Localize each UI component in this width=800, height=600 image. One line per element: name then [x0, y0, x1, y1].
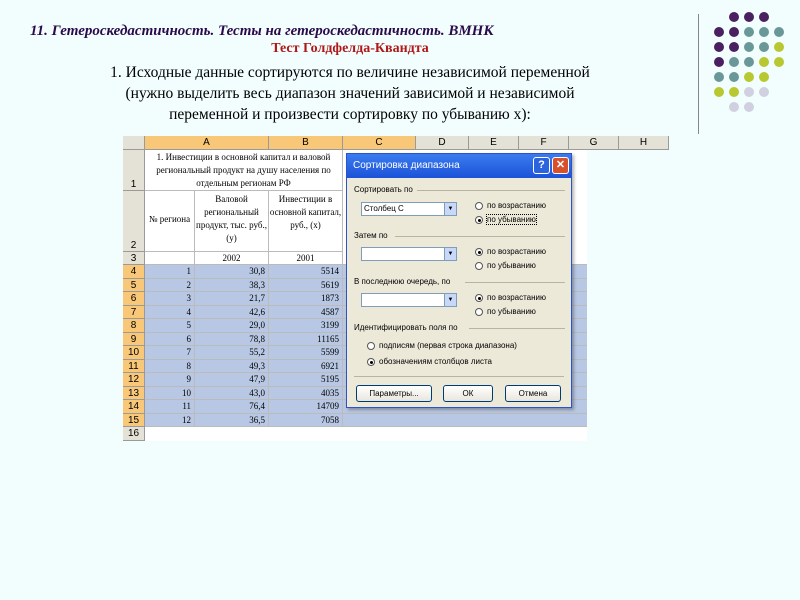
- cell-empty[interactable]: [343, 414, 587, 428]
- cell-investment-value[interactable]: 6921: [269, 360, 343, 374]
- decorative-dot: [744, 12, 754, 22]
- group-separator: [417, 190, 565, 191]
- select-all-corner[interactable]: [123, 136, 145, 150]
- cell-grp-value[interactable]: 30,8: [195, 265, 269, 279]
- decorative-dot: [774, 57, 784, 67]
- cell-investment-value[interactable]: 4587: [269, 306, 343, 320]
- sort3-descending-radio[interactable]: [475, 308, 483, 316]
- row-header[interactable]: 14: [123, 400, 145, 414]
- sort3-ascending-radio[interactable]: [475, 294, 483, 302]
- row-header[interactable]: 13: [123, 387, 145, 401]
- labels-option-label: подписям (первая строка диапазона): [379, 341, 517, 350]
- decorative-dot: [744, 102, 754, 112]
- group-separator: [465, 282, 565, 283]
- row-header[interactable]: 12: [123, 373, 145, 387]
- cell-region-number[interactable]: 12: [145, 414, 195, 428]
- decorative-dot: [714, 42, 724, 52]
- decorative-dot: [759, 42, 769, 52]
- row-header[interactable]: 1: [123, 150, 145, 191]
- decorative-dot: [744, 42, 754, 52]
- paragraph-line: 1. Исходные данные сортируются по величине независимой переменной: [110, 64, 590, 81]
- paragraph-line: переменной и произвести сортировку по убыванию x):: [169, 106, 531, 123]
- labels-radio[interactable]: [367, 342, 375, 350]
- cell-grp-value[interactable]: 42,6: [195, 306, 269, 320]
- header-cell-grp: Валовой региональный продукт, тыс. руб., (у): [195, 191, 269, 252]
- row-header[interactable]: 2: [123, 191, 145, 252]
- decorative-dot: [714, 72, 724, 82]
- cell-region-number[interactable]: 4: [145, 306, 195, 320]
- cell-grp-value[interactable]: 76,4: [195, 400, 269, 414]
- close-button[interactable]: ✕: [552, 157, 569, 174]
- column-header-g[interactable]: G: [569, 136, 619, 150]
- decorative-dot: [729, 87, 739, 97]
- cell-grp-value[interactable]: 78,8: [195, 333, 269, 347]
- decorative-dot: [729, 12, 739, 22]
- cell-investment-value[interactable]: 14709: [269, 400, 343, 414]
- decorative-dot: [759, 12, 769, 22]
- cancel-button[interactable]: Отмена: [505, 385, 561, 402]
- cell-grp-value[interactable]: 43,0: [195, 387, 269, 401]
- cell-grp-value[interactable]: 55,2: [195, 346, 269, 360]
- decorative-dot: [759, 27, 769, 37]
- sort-range-dialog: [346, 153, 572, 408]
- decorative-dot: [714, 57, 724, 67]
- last-by-label: В последнюю очередь, по: [354, 277, 451, 286]
- decorative-dot: [744, 87, 754, 97]
- sort3-ascending-label: по возрастанию: [487, 293, 546, 302]
- header-cell-region: № региона: [145, 191, 195, 252]
- cell-investment-value[interactable]: 4035: [269, 387, 343, 401]
- column-header-e[interactable]: E: [469, 136, 519, 150]
- column-header-c[interactable]: C: [343, 136, 416, 150]
- slide-title: 11. Гетероскедастичность. Тесты на гетероскедастичность. ВМНК: [30, 23, 494, 39]
- cell-investment-value[interactable]: 11165: [269, 333, 343, 347]
- sort-by-value: Столбец C: [364, 204, 404, 213]
- row-header[interactable]: 16: [123, 427, 145, 441]
- parameters-button[interactable]: Параметры...: [356, 385, 432, 402]
- row-header[interactable]: 15: [123, 414, 145, 428]
- row-header[interactable]: 10: [123, 346, 145, 360]
- sort-by-label: Сортировать по: [354, 185, 413, 194]
- sort3-descending-label: по убыванию: [487, 307, 536, 316]
- group-separator: [395, 236, 565, 237]
- dialog-title: Сортировка диапазона: [347, 154, 571, 178]
- ok-button[interactable]: ОК: [443, 385, 493, 402]
- cell-investment-value[interactable]: 7058: [269, 414, 343, 428]
- cell-grp-value[interactable]: 47,9: [195, 373, 269, 387]
- designations-radio[interactable]: [367, 358, 375, 366]
- cell-investment-value[interactable]: 5514: [269, 265, 343, 279]
- cell-region-number[interactable]: 5: [145, 319, 195, 333]
- cell-region-number[interactable]: 9: [145, 373, 195, 387]
- merged-title-cell: 1. Инвестиции в основной капитал и валовой региональный продукт на душу населения по отдельным регионам РФ: [145, 150, 343, 191]
- decorative-dot: [759, 57, 769, 67]
- year-cell: 2002: [195, 252, 269, 265]
- decorative-dot: [729, 57, 739, 67]
- cell-region-number[interactable]: 6: [145, 333, 195, 347]
- column-header-f[interactable]: F: [519, 136, 569, 150]
- cell-grp-value[interactable]: 36,5: [195, 414, 269, 428]
- then-by-label: Затем по: [354, 231, 388, 240]
- row-header[interactable]: 9: [123, 333, 145, 347]
- row-header[interactable]: 3: [123, 252, 145, 265]
- cell-region-number[interactable]: 3: [145, 292, 195, 306]
- cell-investment-value[interactable]: 1873: [269, 292, 343, 306]
- sort1-ascending-radio[interactable]: [475, 202, 483, 210]
- decorative-dot: [744, 27, 754, 37]
- identify-fields-label: Идентифицировать поля по: [354, 323, 458, 332]
- year-cell: 2001: [269, 252, 343, 265]
- cell-region-number[interactable]: 11: [145, 400, 195, 414]
- decorative-dot: [759, 87, 769, 97]
- decorative-dots: [710, 12, 800, 132]
- cell-investment-value[interactable]: 5619: [269, 279, 343, 293]
- sort2-descending-radio[interactable]: [475, 262, 483, 270]
- designations-option-label: обозначениям столбцов листа: [379, 357, 492, 366]
- decorative-dot: [759, 72, 769, 82]
- sort-by-select[interactable]: [361, 202, 457, 216]
- cell-grp-value[interactable]: 29,0: [195, 319, 269, 333]
- column-header-b[interactable]: B: [269, 136, 343, 150]
- help-button[interactable]: ?: [533, 157, 550, 174]
- group-separator: [469, 328, 565, 329]
- decorative-dot: [729, 42, 739, 52]
- paragraph-line: (нужно выделить весь диапазон значений зависимой и независимой: [125, 85, 575, 102]
- decorative-dot: [744, 57, 754, 67]
- year-cell: [145, 252, 195, 265]
- sort1-descending-label: по убыванию: [487, 215, 536, 224]
- chevron-down-icon[interactable]: ▼: [444, 203, 456, 215]
- header-cell-investment: Инвестиции в основной капитал, руб., (х): [269, 191, 343, 252]
- last-by-select[interactable]: [361, 293, 457, 307]
- decorative-dot: [729, 102, 739, 112]
- chevron-down-icon[interactable]: ▼: [444, 294, 456, 306]
- chevron-down-icon[interactable]: ▼: [444, 248, 456, 260]
- divider-line: [698, 14, 699, 134]
- decorative-dot: [774, 27, 784, 37]
- sort1-descending-radio[interactable]: [475, 216, 483, 224]
- cell-investment-value[interactable]: 5599: [269, 346, 343, 360]
- cell-grp-value[interactable]: 49,3: [195, 360, 269, 374]
- button-separator: [354, 376, 564, 377]
- column-header-d[interactable]: D: [416, 136, 469, 150]
- cell-region-number[interactable]: 7: [145, 346, 195, 360]
- slide-paragraph: [55, 62, 645, 125]
- decorative-dot: [744, 72, 754, 82]
- sort2-ascending-radio[interactable]: [475, 248, 483, 256]
- decorative-dot: [714, 87, 724, 97]
- cell-grp-value[interactable]: 38,3: [195, 279, 269, 293]
- cell-region-number[interactable]: 10: [145, 387, 195, 401]
- decorative-dot: [714, 27, 724, 37]
- cell-region-number[interactable]: 2: [145, 279, 195, 293]
- sort1-ascending-label: по возрастанию: [487, 201, 546, 210]
- decorative-dot: [729, 27, 739, 37]
- row-header[interactable]: 11: [123, 360, 145, 374]
- decorative-dot: [774, 42, 784, 52]
- cell-investment-value[interactable]: 5195: [269, 373, 343, 387]
- row-header[interactable]: 5: [123, 279, 145, 293]
- cell-region-number[interactable]: 1: [145, 265, 195, 279]
- sort2-descending-label: по убыванию: [487, 261, 536, 270]
- row-header[interactable]: 4: [123, 265, 145, 279]
- decorative-dot: [729, 72, 739, 82]
- column-header-a[interactable]: A: [145, 136, 269, 150]
- row-header[interactable]: 8: [123, 319, 145, 333]
- sort2-ascending-label: по возрастанию: [487, 247, 546, 256]
- then-by-select[interactable]: [361, 247, 457, 261]
- row-header[interactable]: 6: [123, 292, 145, 306]
- row-header[interactable]: 7: [123, 306, 145, 320]
- cell-grp-value[interactable]: 21,7: [195, 292, 269, 306]
- column-header-h[interactable]: H: [619, 136, 669, 150]
- slide-subtitle: Тест Голдфелда-Квандта: [271, 41, 429, 56]
- cell-investment-value[interactable]: 3199: [269, 319, 343, 333]
- cell-region-number[interactable]: 8: [145, 360, 195, 374]
